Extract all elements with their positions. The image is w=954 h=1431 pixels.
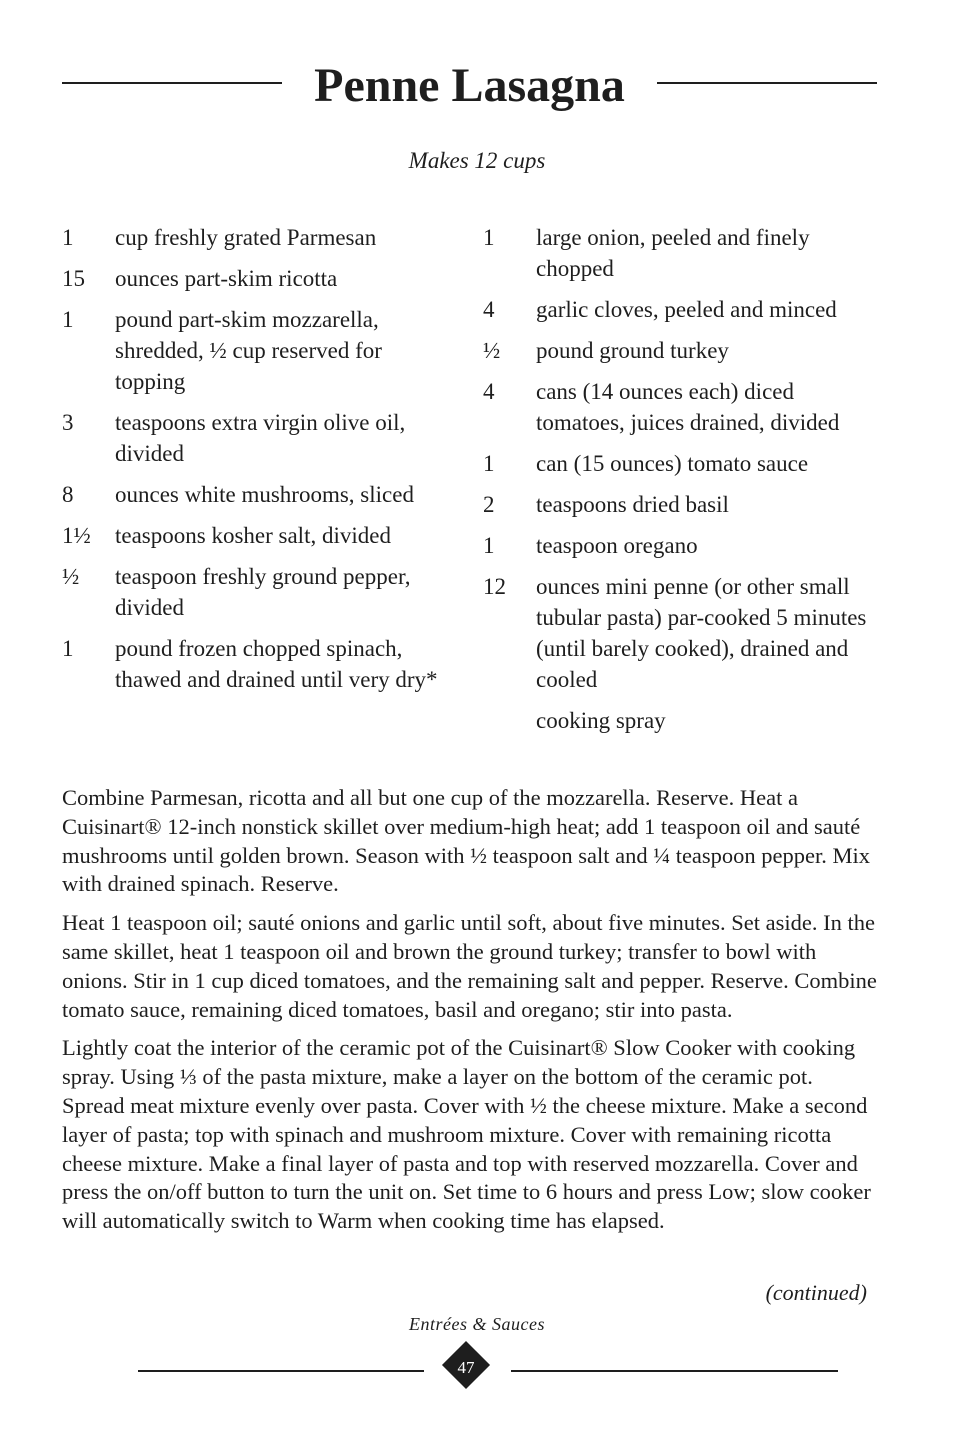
recipe-yield: Makes 12 cups (408, 148, 546, 173)
ingredient-text: pound frozen chopped spinach, thawed and drained until very dry* (115, 636, 438, 692)
ingredient-text: cans (14 ounces each) diced tomatoes, juices drained, divided (536, 379, 840, 435)
ingredient-qty: 4 (483, 297, 495, 322)
ingredient-qty: 1½ (62, 523, 91, 548)
ingredients-left-column (62, 222, 452, 705)
ingredient-text: teaspoons extra virgin olive oil, divided (115, 410, 406, 466)
ingredient-qty: 1 (483, 225, 495, 250)
ingredient-qty: 3 (62, 410, 74, 435)
ingredient-qty: 1 (62, 307, 74, 332)
method-paragraph: Heat 1 teaspoon oil; sauté onions and garlic until soft, about five minutes. Set aside. In the same skillet, heat 1 teaspoon oil and brown the ground turkey; transfer to bowl with onions. Stir in 1 cup diced tomatoes, and the remaining salt and pepper. Reserve. Combine tomato sauce, remaining diced tomatoes, basil and oregano; stir into pasta. (62, 910, 877, 1022)
section-name: Entrées & Sauces (409, 1314, 545, 1334)
recipe-title: Penne Lasagna (314, 59, 625, 112)
ingredient-text: can (15 ounces) tomato sauce (536, 451, 809, 476)
ingredient-qty: 1 (483, 451, 495, 476)
ingredient-text: cup freshly grated Parmesan (115, 225, 377, 250)
ingredient-qty: 1 (62, 636, 74, 661)
ingredient-item (62, 263, 452, 294)
ingredient-text: garlic cloves, peeled and minced (536, 297, 837, 322)
ingredient-item (483, 448, 883, 479)
ingredient-item (483, 705, 883, 736)
ingredient-qty: 12 (483, 574, 506, 599)
ingredient-item (483, 571, 883, 695)
ingredient-item (483, 335, 883, 366)
ingredient-text: teaspoon oregano (536, 533, 698, 558)
ingredient-qty: 1 (483, 533, 495, 558)
ingredient-item (62, 520, 452, 551)
ingredient-item (483, 222, 883, 284)
ingredient-qty: 15 (62, 266, 85, 291)
ingredient-text: ounces part-skim ricotta (115, 266, 338, 291)
method-paragraph: Combine Parmesan, ricotta and all but one cup of the mozzarella. Reserve. Heat a Cuisinart® 12-inch nonstick skillet over medium-high heat; add 1 teaspoon oil and sauté mushrooms until golden brown. Season with ½ teaspoon salt and ¼ teaspoon pepper. Mix with drained spinach. Reserve. (62, 785, 871, 897)
ingredient-text: teaspoon freshly ground pepper, divided (115, 564, 411, 620)
method-section (62, 784, 878, 1246)
footer-rule-left (138, 1370, 424, 1372)
ingredient-qty: 4 (483, 379, 495, 404)
ingredient-item (62, 479, 452, 510)
ingredient-text: cooking spray (536, 708, 666, 733)
ingredient-item (483, 489, 883, 520)
ingredient-qty: ½ (62, 564, 80, 589)
ingredient-item (483, 530, 883, 561)
ingredient-item (483, 376, 883, 438)
ingredient-item (62, 561, 452, 623)
page-number: 47 (457, 1358, 475, 1377)
ingredient-text: pound part-skim mozzarella, shredded, ½ cup reserved for topping (115, 307, 382, 394)
method-paragraph: Lightly coat the interior of the ceramic pot of the Cuisinart® Slow Cooker with cooking spray. Using ⅓ of the pasta mixture, make a layer on the bottom of the ceramic pot. Spread meat mixture evenly over pasta. Cover with ½ the cheese mixture. Make a second layer of pasta; top with spinach and mushroom mixture. Cover with remaining ricotta cheese mixture. Make a final layer of pasta and top with reserved mozzarella. Cover and press the on/off button to turn the unit on. Set time to 6 hours and press Low; slow cooker will automatically switch to Warm when cooking time has elapsed. (62, 1035, 871, 1234)
ingredient-item (62, 633, 452, 695)
ingredient-qty: 8 (62, 482, 74, 507)
ingredient-text: pound ground turkey (536, 338, 729, 363)
ingredient-text: teaspoons kosher salt, divided (115, 523, 391, 548)
title-rule-right (657, 82, 877, 84)
title-row (62, 58, 877, 118)
ingredient-item (62, 407, 452, 469)
continued-note: (continued) (765, 1280, 867, 1305)
ingredient-qty: ½ (483, 338, 501, 363)
ingredient-qty: 2 (483, 492, 495, 517)
ingredients-right-column (483, 222, 883, 746)
ingredient-text: ounces mini penne (or other small tubular pasta) par-cooked 5 minutes (until barely cooked), drained and cooled (536, 574, 867, 692)
ingredient-item (62, 304, 452, 397)
ingredient-item (62, 222, 452, 253)
footer-rule-right (511, 1370, 838, 1372)
ingredient-qty: 1 (62, 225, 74, 250)
ingredient-text: large onion, peeled and finely chopped (536, 225, 810, 281)
ingredient-text: ounces white mushrooms, sliced (115, 482, 414, 507)
ingredient-text: teaspoons dried basil (536, 492, 729, 517)
ingredient-item (483, 294, 883, 325)
